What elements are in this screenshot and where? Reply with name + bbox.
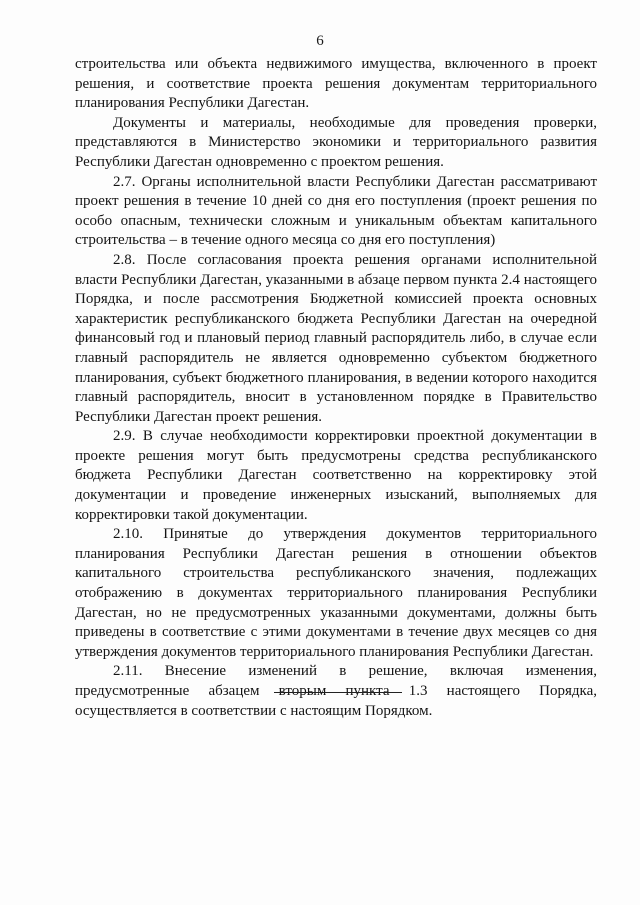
page-number: 6 (316, 33, 324, 49)
paragraph-continuation: строительства или объекта недвижимого имущества, включенного в проект решения, и соответствие проекта решения документам территориального планирования Республики Дагестан. (75, 56, 597, 112)
paragraph-2-7: 2.7. Органы исполнительной власти Республики Дагестан рассматривают проект решения в течение 10 дней со дня его поступления (проект решения по особо опасным, технически сложным и уникальным объектам капитального строительства – в течение одного месяца со дня его поступления) (75, 173, 597, 249)
paragraph-2-9: 2.9. В случае необходимости корректировки проектной документации в проекте решения могут быть предусмотрены средства республиканского бюджета Республики Дагестан соответственно на корректировку этой документации и проведение инженерных изысканий, выполняемых для корректировки такой документации. (75, 428, 597, 523)
paragraph-documents-materials: Документы и материалы, необходимые для проведения проверки, представляются в Министерство экономики и территориального развития Республики Дагестан одновременно с проектом решения. (75, 114, 597, 170)
end-separator-line (274, 692, 402, 693)
paragraph-2-11: 2.11. Внесение изменений в решение, включая изменения, предусмотренные абзацем вторым пункта 1.3 настоящего Порядка, осуществляется в соответствии с настоящим Порядком. (75, 663, 597, 719)
paragraph-2-8: 2.8. После согласования проекта решения органами исполнительной власти Республики Дагестан, указанными в абзаце первом пункта 2.4 настоящего Порядка, и после рассмотрения Бюджетной комиссией проекта основных характеристик республиканского бюджета Республики Дагестан на очередной финансовый год и плановый период главный распорядитель либо, в случае если главный распорядитель не является одновременно субъектом бюджетного планирования, субъект бюджетного планирования, в ведении которого находится главный распорядитель, вносит в установленном порядке в Правительство Республики Дагестан проект решения. (75, 251, 597, 425)
paragraph-2-10: 2.10. Принятые до утверждения документов территориального планирования Республики Дагестан решения в отношении объектов капитального строительства республиканского значения, подлежащих отображению в документах территориального планирования Республики Дагестан, но не предусмотренных указанными документами, должны быть приведены в соответствие с этими документами в течение двух месяцев со дня утверждения документов территориального планирования Республики Дагестан. (75, 526, 597, 660)
document-body (75, 55, 597, 721)
